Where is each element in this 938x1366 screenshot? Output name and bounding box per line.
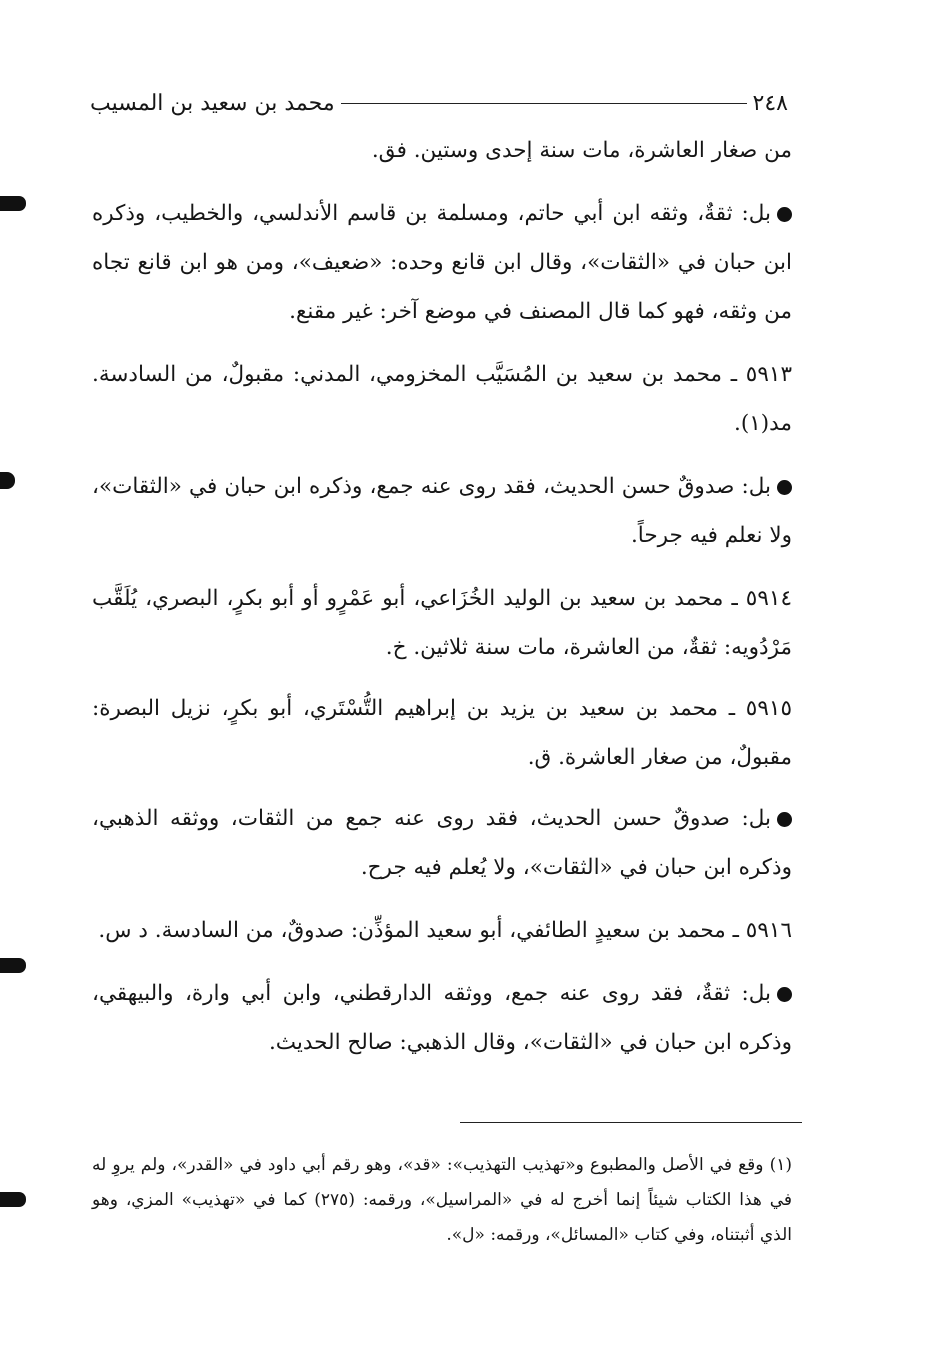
- scan-edge-mark: [0, 196, 26, 211]
- entry-5913: [92, 350, 792, 448]
- annotation-paragraph: [92, 969, 792, 1067]
- bullet-icon: [777, 480, 792, 495]
- footnote-text: (١) وقع في الأصل والمطبوع و«تهذيب التهذيب»: «قد»، وهو رقم أبي داود في «القدر»، ولم يروِ له في هذا الكتاب شيئاً إنما أخرج له في «المراسيل»، ورقمه: (٢٧٥) كما في «تهذيب» المزي، وهو الذي أثبتناه، وفي كتاب «المسائل»، ورقمه: «ل».: [92, 1155, 792, 1245]
- bullet-icon: [777, 207, 792, 222]
- annotation-paragraph: [92, 189, 792, 336]
- paragraph-text: بل: ثقةٌ، فقد روى عنه جمع، ووثقه الدارقطني، وابن أبي وارة، والبيهقي، وذكره ابن حبان في «الثقات»، وقال الذهبي: صالح الحديث.: [92, 981, 792, 1055]
- annotation-paragraph: [92, 794, 792, 892]
- entry-5914: [92, 574, 792, 672]
- paragraph-text: من صغار العاشرة، مات سنة إحدى وستين. فق.: [371, 138, 792, 163]
- entry-5916: [92, 906, 792, 955]
- header-rule: [341, 103, 747, 104]
- bullet-icon: [777, 812, 792, 827]
- paragraph-text: بل: صدوقٌ حسن الحديث، فقد روى عنه جمع، وذكره ابن حبان في «الثقات»، ولا نعلم فيه جرحاً.: [92, 474, 792, 548]
- entry-5915: [92, 684, 792, 782]
- annotation-paragraph: [92, 462, 792, 560]
- running-title: محمد بن سعيد بن المسيب: [90, 90, 335, 116]
- paragraph-text: ٥٩١٤ ـ محمد بن سعيد بن الوليد الخُزَاعي، أبو عَمْرٍو أو أبو بكرٍ، البصري، يُلَقَّب مَرْدُويه: ثقةٌ، من العاشرة، مات سنة ثلاثين. خ.: [92, 586, 792, 660]
- scan-edge-mark: [0, 1192, 26, 1207]
- footnotes: [92, 1148, 792, 1253]
- paragraph-text: بل: صدوقٌ حسن الحديث، فقد روى عنه جمع من الثقات، ووثقه الذهبي، وذكره ابن حبان في «الثقات»، ولا يُعلم فيه جرح.: [92, 806, 792, 880]
- footnote: [92, 1148, 792, 1253]
- paragraph-text: ٥٩١٦ ـ محمد بن سعيدٍ الطائفي، أبو سعيد المؤذِّن: صدوقٌ، من السادسة. د س.: [98, 918, 792, 943]
- page-number: ٢٤٨: [752, 90, 788, 116]
- paragraph-continuation: [92, 126, 792, 175]
- paragraph-text: ٥٩١٥ ـ محمد بن سعيد بن يزيد بن إبراهيم التُّسْتَري، أبو بكرٍ، نزيل البصرة: مقبولٌ، من صغار العاشرة. ق.: [92, 696, 792, 770]
- scan-edge-mark: [0, 958, 26, 973]
- scan-edge-mark: [0, 472, 15, 489]
- paragraph-text: بل: ثقةٌ، وثقه ابن أبي حاتم، ومسلمة بن قاسم الأندلسي، والخطيب، وذكره ابن حبان في «الثقات»، وقال ابن قانع وحده: «ضعيف»، ومن هو ابن قانع تجاه من وثقه، فهو كما قال المصنف في موضع آخر: غير مقنع.: [92, 201, 792, 324]
- footnote-separator: [460, 1122, 802, 1123]
- bullet-icon: [777, 987, 792, 1002]
- running-header: [90, 88, 788, 118]
- paragraph-text: ٥٩١٣ ـ محمد بن سعيد بن المُسَيَّب المخزومي، المدني: مقبولٌ، من السادسة. مد(١).: [92, 362, 792, 436]
- main-text: [92, 126, 792, 1081]
